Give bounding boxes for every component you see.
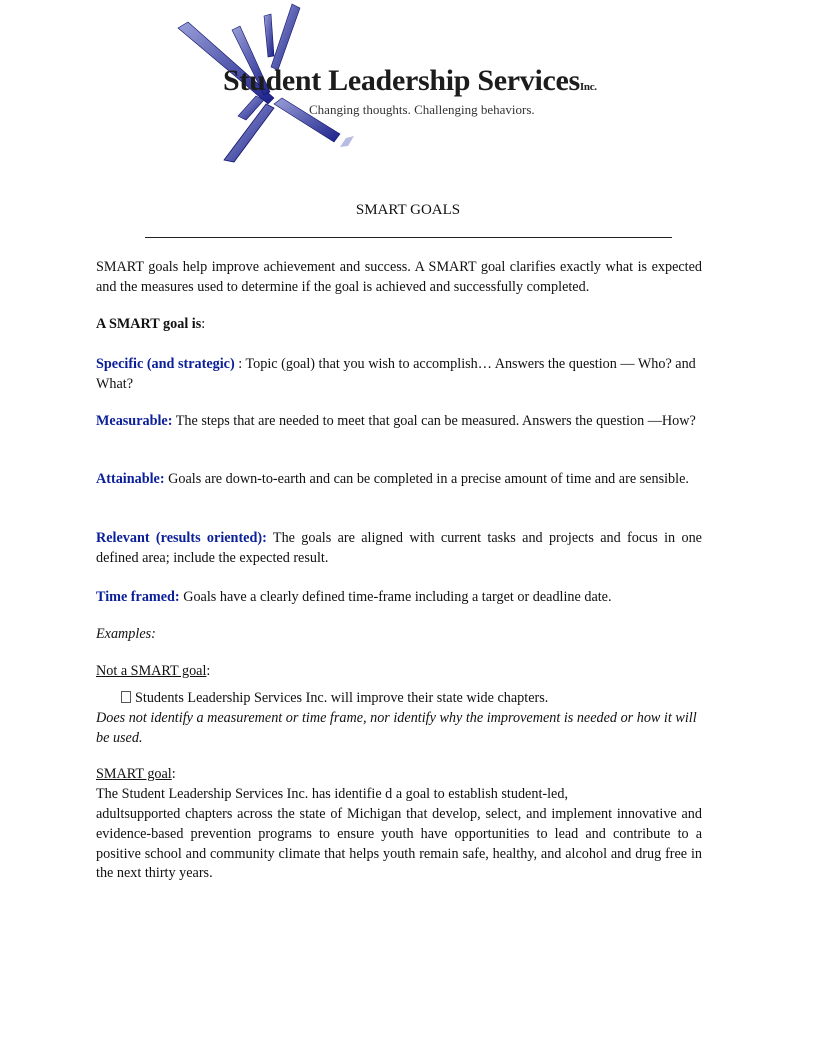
intro-paragraph: SMART goals help improve achievement and success. A SMART goal clarifies exactly what is expected and the measures used to determine if the goal is achieved and successfully completed. [96, 259, 702, 295]
lead-colon: : [201, 316, 206, 332]
item-term: Time framed: [96, 589, 180, 605]
item-text: The goals are aligned with current tasks and projects and focus in one defined area; include the expected result. [96, 530, 702, 566]
company-logo [170, 0, 640, 175]
logo-tagline: Changing thoughts. Challenging behaviors. [309, 102, 535, 117]
smart-line-1: The Student Leadership Services Inc. has identifie d a goal to establish student-led, [96, 786, 568, 802]
smart-paragraph: adultsupported chapters across the state of Michigan that develop, select, and implement innovative and evidence-based prevention programs to ensure youth have opportunities to lead and contribute to a positive school and community climate that helps youth remain safe, healthy, and alcohol and drug free in the next thirty years. [96, 806, 702, 882]
not-smart-heading [96, 662, 702, 682]
item-time-framed [96, 588, 702, 608]
not-smart-label: Not a SMART goal [96, 663, 207, 679]
item-attainable [96, 470, 702, 490]
item-term: Specific (and strategic) [96, 356, 235, 372]
not-smart-bullet [96, 689, 727, 709]
item-text: Goals are down-to-earth and can be completed in a precise amount of time and are sensible. [164, 471, 689, 487]
item-term: Relevant (results oriented): [96, 530, 267, 546]
item-text: Goals have a clearly defined time-frame including a target or deadline date. [179, 589, 612, 605]
logo-name-text: Student Leadership Services [223, 64, 580, 97]
lead-bold: A SMART goal is [96, 316, 202, 332]
item-specific [96, 355, 702, 395]
not-smart-bullet-text: Students Leadership Services Inc. will improve their state wide chapters. [135, 690, 549, 706]
title-divider [145, 237, 672, 238]
page-title: SMART GOALS [355, 202, 461, 218]
item-text: The steps that are needed to meet that goal can be measured. Answers the question —How? [172, 413, 696, 429]
not-smart-colon: : [206, 663, 211, 679]
bullet-box-icon [121, 691, 131, 703]
not-smart-note: Does not identify a measurement or time frame, nor identify why the improvement is needed or how it will be used. [96, 710, 697, 746]
examples-label: Examples: [96, 626, 156, 642]
item-relevant [96, 529, 702, 569]
smart-heading [96, 765, 702, 785]
lead-line [96, 315, 702, 335]
smart-label: SMART goal [96, 766, 172, 782]
item-text: : Topic (goal) that you wish to accomplish… Answers the question — Who? and What? [96, 356, 696, 392]
item-measurable [96, 412, 702, 432]
logo-inc: Inc. [579, 81, 597, 93]
logo-wordmark [223, 64, 597, 98]
item-term: Measurable: [96, 413, 173, 429]
smart-colon: : [171, 766, 176, 782]
item-term: Attainable: [96, 471, 165, 487]
